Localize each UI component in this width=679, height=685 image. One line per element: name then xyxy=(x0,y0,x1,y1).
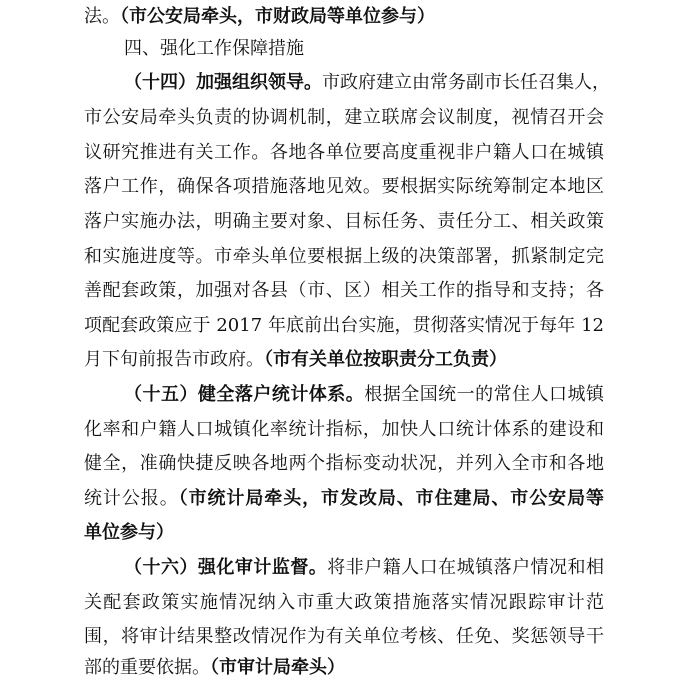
line-text: 和实施进度等。市牵头单位要根据上级的决策部署，抓紧制定完 xyxy=(84,246,604,267)
line-text: 四、强化工作保障措施 xyxy=(124,38,304,59)
text-line-7 xyxy=(84,205,604,239)
text-line-19 xyxy=(84,620,604,654)
section-heading xyxy=(124,32,604,66)
line-text: 议研究推进有关工作。各地各单位要高度重视非户籍人口在城镇 xyxy=(84,142,604,163)
line-text: 部的重要依据。 xyxy=(84,657,210,678)
line-bold-text: （市公安局牵头，市财政局等单位参与） xyxy=(120,6,435,27)
text-line-5 xyxy=(84,136,604,170)
line-text: 健全，准确快捷反映各地两个指标变动状况，并列入全市和各地 xyxy=(84,453,604,474)
text-line-11 xyxy=(84,343,604,377)
line-text: 关配套政策实施情况纳入市重大政策措施落实情况跟踪审计范 xyxy=(84,592,604,613)
line-bold-text: （十四）加强组织领导。 xyxy=(124,72,322,93)
line-text: 善配套政策，加强对各县（市、区）相关工作的指导和支持；各 xyxy=(84,280,604,301)
line-bold-text: （市审计局牵头） xyxy=(210,657,345,678)
text-line-12 xyxy=(124,378,604,412)
line-text: 市政府建立由常务副市长任召集人， xyxy=(322,72,610,93)
text-line-16 xyxy=(84,516,604,550)
text-line-10 xyxy=(84,309,604,343)
text-line-4 xyxy=(84,101,604,135)
line-bold-text: （市统计局牵头，市发改局、市住建局、市公安局等 xyxy=(178,488,605,509)
line-text: 根据全国统一的常住人口城镇 xyxy=(364,384,605,405)
line-text: 月下旬前报告市政府。 xyxy=(84,349,264,370)
line-text: 市公安局牵头负责的协调机制，建立联席会议制度，视情召开会 xyxy=(84,107,604,128)
line-text: 将非户籍人口在城镇落户情况和相 xyxy=(327,557,604,578)
text-line-15 xyxy=(84,482,604,516)
line-bold-text: （十六）强化审计监督。 xyxy=(124,557,328,578)
text-line-8 xyxy=(84,240,604,274)
text-line-18 xyxy=(84,586,604,620)
text-line-13 xyxy=(84,413,604,447)
line-bold-text: （十五）健全落户统计体系。 xyxy=(124,384,365,405)
line-text: 项配套政策应于 2017 年底前出台实施，贯彻落实情况于每年 12 xyxy=(84,315,604,336)
text-line-14 xyxy=(84,447,604,481)
line-bold-text: 单位参与） xyxy=(84,522,174,543)
text-line-17 xyxy=(124,551,604,585)
text-line-9 xyxy=(84,274,604,308)
line-bold-text: （市有关单位按职责分工负责） xyxy=(264,349,507,370)
line-text: 围，将审计结果整改情况作为有关单位考核、任免、奖惩领导干 xyxy=(84,626,604,647)
line-text: 统计公报。 xyxy=(84,488,179,509)
line-text: 落户工作，确保各项措施落地见效。要根据实际统筹制定本地区 xyxy=(84,176,604,197)
text-line-6 xyxy=(84,170,604,204)
text-line-20 xyxy=(84,651,604,685)
line-text: 落户实施办法，明确主要对象、目标任务、责任分工、相关政策 xyxy=(84,211,604,232)
line-text: 化率和户籍人口城镇化率统计指标，加快人口统计体系的建设和 xyxy=(84,419,604,440)
text-line-3 xyxy=(124,66,610,100)
text-line-1 xyxy=(84,0,604,34)
line-text: 法。 xyxy=(84,6,120,27)
